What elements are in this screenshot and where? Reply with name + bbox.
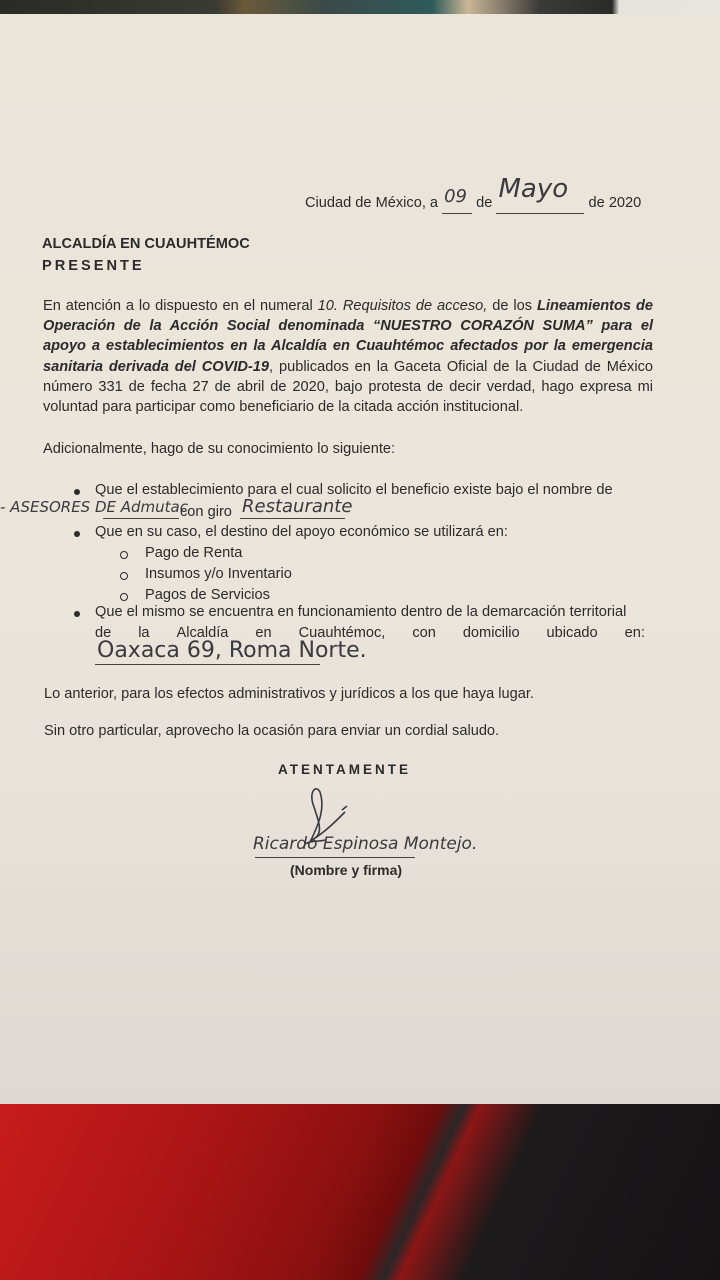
date-line — [305, 174, 642, 214]
letter-paper — [0, 14, 720, 1106]
bullet-icon — [74, 531, 80, 537]
establishment-name-handwritten: - ASESORES DE Admutac — [0, 498, 188, 516]
closing-line-1: Lo anterior, para los efectos administrativos y jurídicos a los que haya lugar. — [44, 686, 534, 702]
word: Cuauhtémoc, — [298, 625, 386, 641]
additional-intro: Adicionalmente, hago de su conocimiento lo siguiente: — [43, 441, 396, 457]
intro-text-5: , publicados en la Gaceta Oficial de la Ciudad de México número 331 de fecha 27 de abril de 2020, bajo protesta de decir verdad, hago expresa mi voluntad para participar como beneficiario de la citada acción institucional. — [43, 358, 653, 416]
date-month-field — [496, 174, 584, 214]
date-day-field — [442, 186, 472, 214]
date-prefix: Ciudad de México, a — [305, 195, 439, 211]
circle-bullet-icon — [120, 593, 128, 601]
recipient-name: ALCALDÍA EN CUAUHTÉMOC — [42, 236, 250, 252]
circle-bullet-icon — [120, 551, 128, 559]
date-day-handwritten: 09 — [444, 186, 468, 207]
signature-caption: (Nombre y firma) — [290, 862, 403, 878]
address-handwritten: Oaxaca 69, Roma Norte. — [97, 638, 367, 663]
background-photo-bottom — [0, 1104, 720, 1280]
signer-name-handwritten: Ricardo Espinosa Montejo. — [253, 834, 478, 854]
intro-text-1: En atención a lo dispuesto en el numeral — [43, 298, 318, 314]
word: en — [255, 625, 272, 641]
giro-handwritten: Restaurante — [242, 496, 353, 517]
giro-underline — [240, 518, 345, 519]
signature-underline — [255, 857, 415, 858]
intro-paragraph — [43, 296, 653, 417]
closing-line-2: Sin otro particular, aprovecho la ocasión para enviar un cordial saludo. — [44, 723, 500, 739]
date-suffix: de 2020 — [588, 195, 642, 211]
word: de — [95, 625, 112, 641]
sub-item-servicios: Pagos de Servicios — [145, 587, 270, 603]
address-underline — [95, 664, 320, 665]
date-de: de — [476, 195, 493, 211]
date-month-handwritten: Mayo — [498, 174, 569, 204]
word: en: — [624, 625, 645, 641]
bullet-2-text: Que en su caso, el destino del apoyo económico se utilizará en: — [95, 524, 508, 540]
sub-item-insumos: Insumos y/o Inventario — [145, 566, 292, 582]
bullet-1-text: Que el establecimiento para el cual solicito el beneficio existe bajo el nombre de — [95, 482, 613, 498]
word: la — [138, 625, 150, 641]
bullet-3-line1: Que el mismo se encuentra en funcionamiento dentro de la demarcación territorial — [95, 604, 627, 620]
atentamente-label: ATENTAMENTE — [278, 762, 411, 777]
establishment-name-underline — [103, 518, 179, 519]
circle-bullet-icon — [120, 572, 128, 580]
intro-text-3: de los — [487, 298, 537, 314]
word: con — [412, 625, 436, 641]
recipient-presente: PRESENTE — [42, 258, 145, 274]
intro-text-bold-italic: Lineamientos de Operación de la Acción Social denominada “NUESTRO CORAZÓN SUMA” para el apoyo a establecimientos en la Alcaldía en Cuauhtémoc afectados por la emergencia sanitaria derivada del COVID-19 — [43, 298, 653, 375]
sub-item-renta: Pago de Renta — [145, 545, 243, 561]
word: ubicado — [546, 625, 598, 641]
bullet-icon — [74, 611, 80, 617]
giro-label: con giro — [180, 504, 232, 520]
word: domicilio — [462, 625, 520, 641]
word: Alcaldía — [176, 625, 229, 641]
bullet-icon — [74, 489, 80, 495]
intro-text-italic: 10. Requisitos de acceso, — [317, 298, 488, 314]
